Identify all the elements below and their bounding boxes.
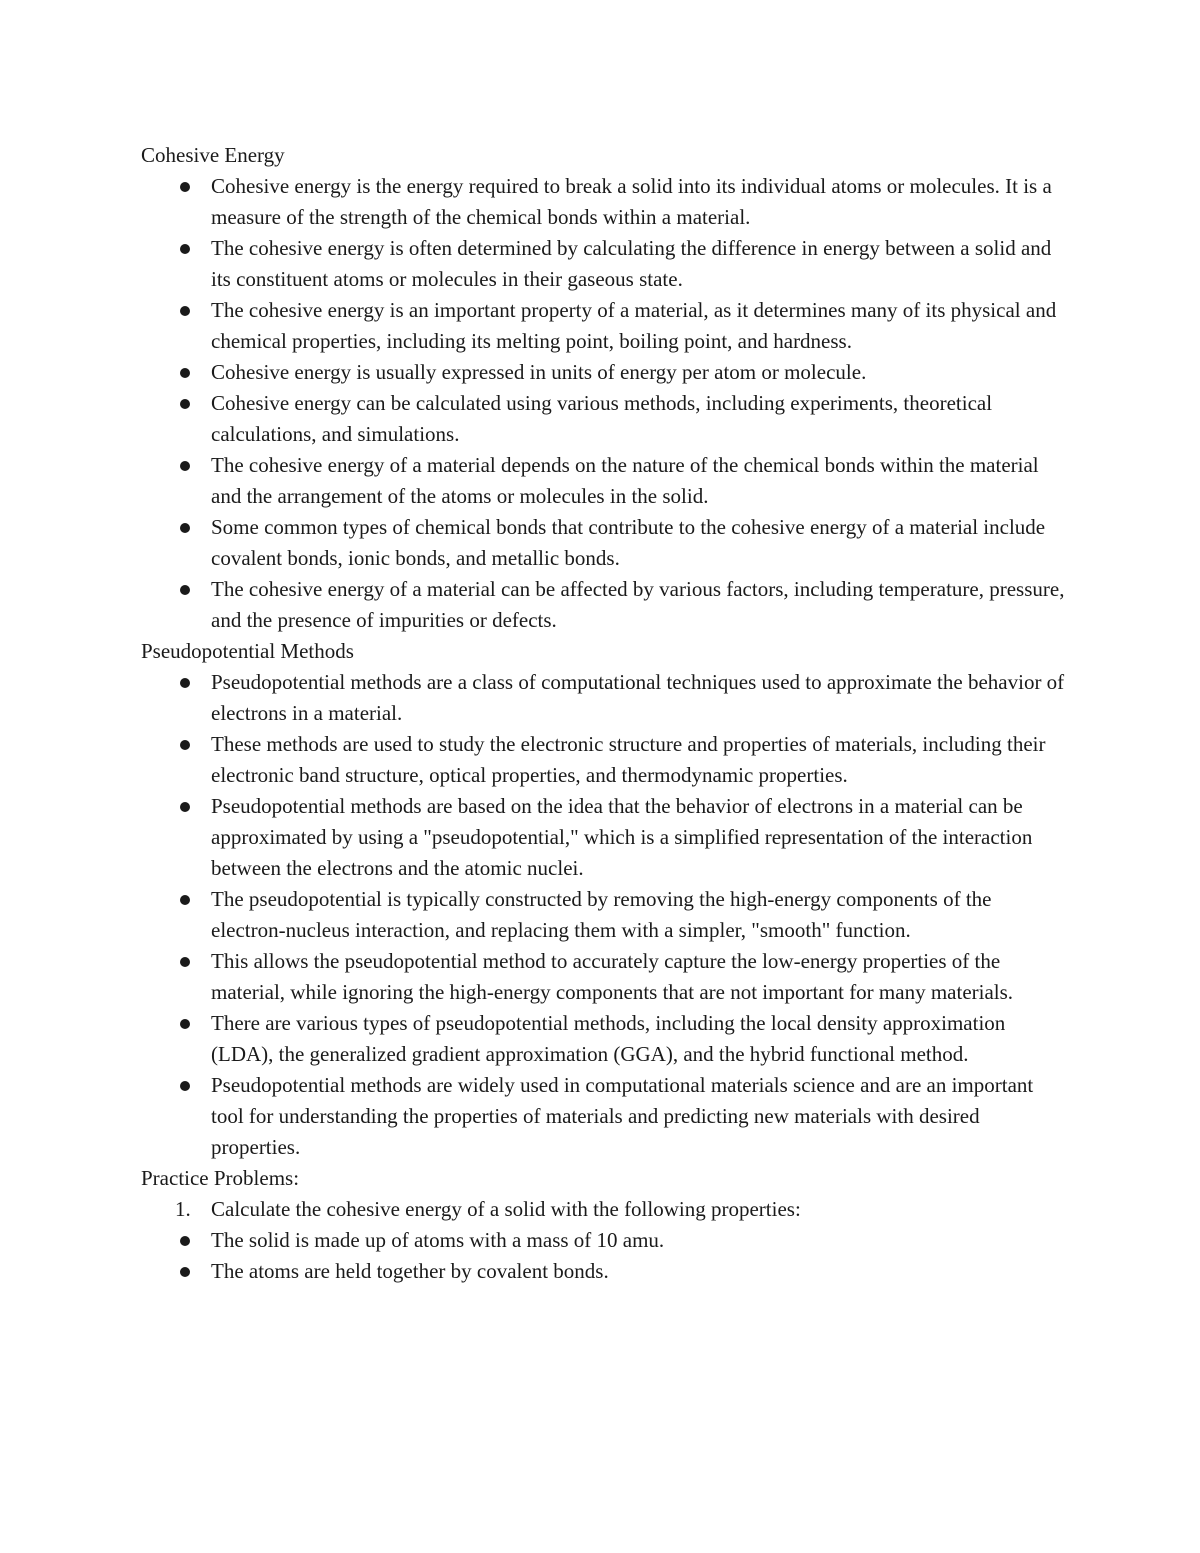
list-item-text: Pseudopotential methods are a class of computational techniques used to approximate the behavior of electrons in a material. [211, 670, 1065, 725]
section-heading-pseudopotential-methods: Pseudopotential Methods [141, 639, 354, 663]
bullet-icon [180, 1019, 190, 1029]
list-item-text: Cohesive energy is the energy required to break a solid into its individual atoms or molecules. It is a measure of the strength of the chemical bonds within a material. [211, 174, 1052, 229]
list-item [141, 1225, 1071, 1256]
list-item-text: The cohesive energy of a material can be affected by various factors, including temperature, pressure, and the presence of impurities or defects. [211, 577, 1065, 632]
bullet-icon [180, 1267, 190, 1277]
bullet-icon [180, 523, 190, 533]
list-item-text: The cohesive energy is often determined by calculating the difference in energy between a solid and its constituent atoms or molecules in their gaseous state. [211, 236, 1052, 291]
list-item [141, 1070, 1071, 1163]
list-item-text: Cohesive energy can be calculated using various methods, including experiments, theoretical calculations, and simulations. [211, 391, 993, 446]
bullet-icon [180, 368, 190, 378]
numbered-item [141, 1194, 1071, 1225]
bullet-icon [180, 740, 190, 750]
bullet-icon [180, 244, 190, 254]
list-item [141, 1256, 1071, 1287]
list-item [141, 171, 1071, 233]
list-item [141, 450, 1071, 512]
list-item [141, 791, 1071, 884]
list-item [141, 388, 1071, 450]
list-item-text: The cohesive energy of a material depends on the nature of the chemical bonds within the material and the arrangement of the atoms or molecules in the solid. [211, 453, 1039, 508]
list-item [141, 574, 1071, 636]
cohesive-energy-list [141, 171, 1071, 636]
bullet-icon [180, 399, 190, 409]
section-heading-cohesive-energy: Cohesive Energy [141, 143, 285, 167]
list-item [141, 233, 1071, 295]
list-item-text: This allows the pseudopotential method to accurately capture the low-energy properties of the material, while ignoring the high-energy components that are not important for many materials. [211, 949, 1014, 1004]
bullet-icon [180, 895, 190, 905]
bullet-icon [180, 461, 190, 471]
bullet-icon [180, 1236, 190, 1246]
bullet-icon [180, 1081, 190, 1091]
bullet-icon [180, 802, 190, 812]
list-item-text: The atoms are held together by covalent bonds. [211, 1259, 609, 1283]
bullet-icon [180, 306, 190, 316]
list-item-text: The cohesive energy is an important property of a material, as it determines many of its physical and chemical properties, including its melting point, boiling point, and hardness. [211, 298, 1057, 353]
list-item-text: These methods are used to study the electronic structure and properties of materials, including their electronic band structure, optical properties, and thermodynamic properties. [211, 732, 1046, 787]
bullet-icon [180, 957, 190, 967]
pseudopotential-methods-list [141, 667, 1071, 1163]
document-body [141, 140, 1071, 1287]
practice-problems-list [141, 1194, 1071, 1225]
list-item [141, 884, 1071, 946]
list-item-text: Cohesive energy is usually expressed in units of energy per atom or molecule. [211, 360, 867, 384]
list-item-text: Some common types of chemical bonds that contribute to the cohesive energy of a material include covalent bonds, ionic bonds, and metallic bonds. [211, 515, 1046, 570]
list-item [141, 1008, 1071, 1070]
bullet-icon [180, 678, 190, 688]
section-heading-practice-problems: Practice Problems: [141, 1166, 300, 1190]
list-item [141, 295, 1071, 357]
bullet-icon [180, 182, 190, 192]
bullet-icon [180, 585, 190, 595]
numbered-item-text: Calculate the cohesive energy of a solid with the following properties: [211, 1197, 801, 1221]
list-item-text: Pseudopotential methods are based on the idea that the behavior of electrons in a material can be approximated by using a "pseudopotential," which is a simplified representation of the interaction between the electrons and the atomic nuclei. [211, 794, 1033, 880]
list-item-text: Pseudopotential methods are widely used in computational materials science and are an important tool for understanding the properties of materials and predicting new materials with desired properties. [211, 1073, 1034, 1159]
list-item [141, 357, 1071, 388]
practice-properties-list [141, 1225, 1071, 1287]
list-item [141, 512, 1071, 574]
list-item-text: The solid is made up of atoms with a mass of 10 amu. [211, 1228, 665, 1252]
list-item [141, 729, 1071, 791]
list-item [141, 667, 1071, 729]
item-number: 1. [175, 1197, 191, 1221]
list-item [141, 946, 1071, 1008]
list-item-text: The pseudopotential is typically constructed by removing the high-energy components of the electron-nucleus interaction, and replacing them with a simpler, "smooth" function. [211, 887, 992, 942]
list-item-text: There are various types of pseudopotential methods, including the local density approximation (LDA), the generalized gradient approximation (GGA), and the hybrid functional method. [211, 1011, 1006, 1066]
